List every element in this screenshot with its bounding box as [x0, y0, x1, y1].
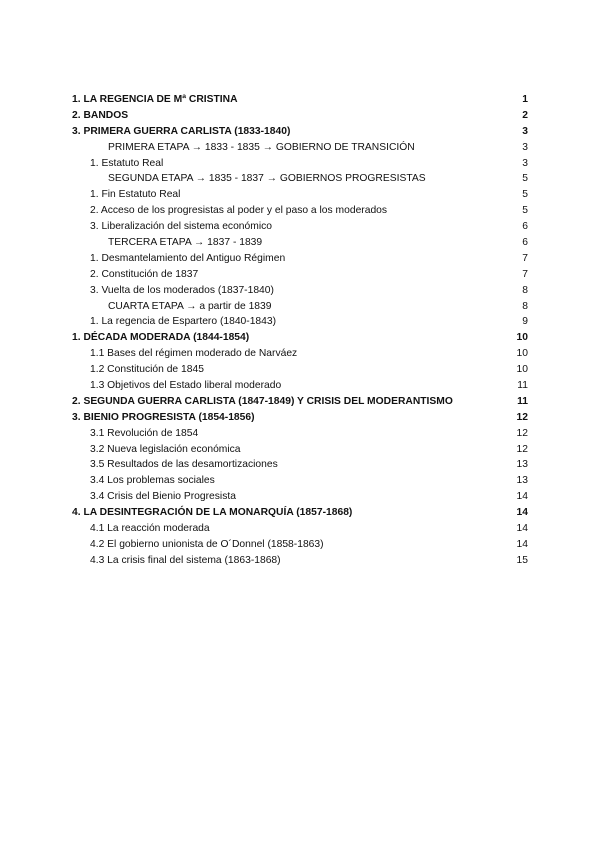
toc-entry-title: CUARTA ETAPA → a partir de 1839 [108, 300, 272, 312]
toc-entry-page: 5 [522, 189, 528, 201]
toc-entry[interactable] [72, 140, 528, 156]
table-of-contents [72, 92, 528, 569]
toc-entry[interactable] [72, 92, 528, 108]
toc-entry[interactable] [72, 124, 528, 140]
toc-entry[interactable] [72, 378, 528, 394]
toc-entry[interactable] [72, 108, 528, 124]
toc-entry-title: 1.3 Objetivos del Estado liberal moderado [90, 380, 282, 392]
toc-entry-title: 4. LA DESINTEGRACIÓN DE LA MONARQUÍA (1857-1868) [72, 507, 353, 519]
toc-entry-title: 1. Estatuto Real [90, 157, 164, 169]
toc-entry-title: 4.2 El gobierno unionista de O´Donnel (1858-1863) [90, 538, 324, 550]
toc-entry-page: 9 [522, 316, 528, 328]
toc-entry-page: 8 [522, 300, 528, 312]
toc-entry-title: 1. Desmantelamiento del Antiguo Régimen [90, 252, 286, 264]
toc-entry-title: 3. PRIMERA GUERRA CARLISTA (1833-1840) [72, 125, 291, 137]
toc-entry-page: 12 [516, 427, 528, 439]
toc-entry-page: 13 [516, 459, 528, 471]
toc-entry[interactable] [72, 489, 528, 505]
toc-entry-page: 15 [516, 554, 528, 566]
toc-entry-page: 11 [517, 380, 528, 392]
toc-entry-title: 3.1 Revolución de 1854 [90, 427, 199, 439]
toc-entry-title: 3.4 Los problemas sociales [90, 475, 215, 487]
toc-entry-page: 14 [516, 538, 528, 550]
toc-entry[interactable] [72, 362, 528, 378]
toc-entry[interactable] [72, 267, 528, 283]
toc-entry[interactable] [72, 156, 528, 172]
toc-entry-page: 11 [517, 395, 528, 407]
toc-entry-page: 12 [516, 411, 528, 423]
toc-entry[interactable] [72, 235, 528, 251]
toc-entry[interactable] [72, 410, 528, 426]
toc-entry[interactable] [72, 283, 528, 299]
toc-entry-title: 3. Liberalización del sistema económico [90, 221, 273, 233]
toc-entry[interactable] [72, 521, 528, 537]
toc-entry-page: 10 [516, 364, 528, 376]
toc-entry-title: 2. BANDOS [72, 109, 129, 121]
toc-entry-title: 3. Vuelta de los moderados (1837-1840) [90, 284, 274, 296]
toc-entry[interactable] [72, 203, 528, 219]
toc-entry-page: 3 [522, 157, 528, 169]
toc-entry-page: 10 [516, 332, 528, 344]
toc-entry-title: PRIMERA ETAPA → 1833 - 1835 → GOBIERNO DE TRANSICIÓN [108, 141, 415, 153]
toc-entry-title: 2. Constitución de 1837 [90, 268, 199, 280]
toc-entry[interactable] [72, 219, 528, 235]
toc-entry-title: 1. La regencia de Espartero (1840-1843) [90, 316, 277, 328]
toc-entry-page: 7 [522, 252, 528, 264]
toc-entry-page: 5 [522, 205, 528, 217]
toc-entry-page: 12 [516, 443, 528, 455]
toc-entry[interactable] [72, 473, 528, 489]
toc-entry-title: 1.1 Bases del régimen moderado de Narváez [90, 348, 298, 360]
toc-entry-page: 3 [522, 125, 528, 137]
toc-entry-title: 4.3 La crisis final del sistema (1863-1868) [90, 554, 281, 566]
toc-entry-title: 3.4 Crisis del Bienio Progresista [90, 491, 236, 503]
toc-entry-title: SEGUNDA ETAPA → 1835 - 1837 → GOBIERNOS PROGRESISTAS [108, 173, 426, 185]
toc-entry-page: 13 [516, 475, 528, 487]
toc-entry-page: 14 [516, 491, 528, 503]
toc-entry-page: 2 [522, 109, 528, 121]
toc-entry-title: 3. BIENIO PROGRESISTA (1854-1856) [72, 411, 255, 423]
toc-entry-page: 14 [516, 523, 528, 535]
toc-entry[interactable] [72, 187, 528, 203]
toc-entry[interactable] [72, 426, 528, 442]
toc-entry[interactable] [72, 346, 528, 362]
toc-entry[interactable] [72, 314, 528, 330]
toc-entry-title: 1. LA REGENCIA DE Mª CRISTINA [72, 94, 238, 105]
toc-entry-page: 8 [522, 284, 528, 296]
toc-entry[interactable] [72, 457, 528, 473]
toc-entry[interactable] [72, 251, 528, 267]
toc-entry[interactable] [72, 537, 528, 553]
toc-entry[interactable] [72, 553, 528, 569]
toc-entry[interactable] [72, 394, 528, 410]
toc-entry-page: 7 [522, 268, 528, 280]
toc-entry-title: 3.2 Nueva legislación económica [90, 443, 241, 455]
toc-entry-page: 10 [516, 348, 528, 360]
toc-entry-page: 14 [516, 507, 528, 519]
toc-entry-title: 2. SEGUNDA GUERRA CARLISTA (1847-1849) Y CRISIS DEL MODERANTISMO [72, 395, 453, 407]
toc-entry-title: 2. Acceso de los progresistas al poder y el paso a los moderados [90, 205, 388, 217]
toc-entry-title: 4.1 La reacción moderada [90, 523, 210, 535]
toc-entry-page: 3 [522, 141, 528, 153]
toc-entry-page: 6 [522, 237, 528, 249]
toc-entry-title: 1. DÉCADA MODERADA (1844-1854) [72, 332, 250, 344]
toc-entry-title: 3.5 Resultados de las desamortizaciones [90, 459, 278, 471]
toc-entry-title: TERCERA ETAPA → 1837 - 1839 [108, 237, 263, 249]
toc-entry[interactable] [72, 442, 528, 458]
toc-entry-title: 1.2 Constitución de 1845 [90, 364, 204, 376]
toc-entry-title: 1. Fin Estatuto Real [90, 189, 181, 201]
toc-entry-page: 6 [522, 221, 528, 233]
toc-entry[interactable] [72, 171, 528, 187]
toc-entry[interactable] [72, 330, 528, 346]
toc-entry[interactable] [72, 299, 528, 315]
toc-entry-page: 5 [522, 173, 528, 185]
toc-entry-page: 1 [522, 94, 528, 105]
toc-entry[interactable] [72, 505, 528, 521]
